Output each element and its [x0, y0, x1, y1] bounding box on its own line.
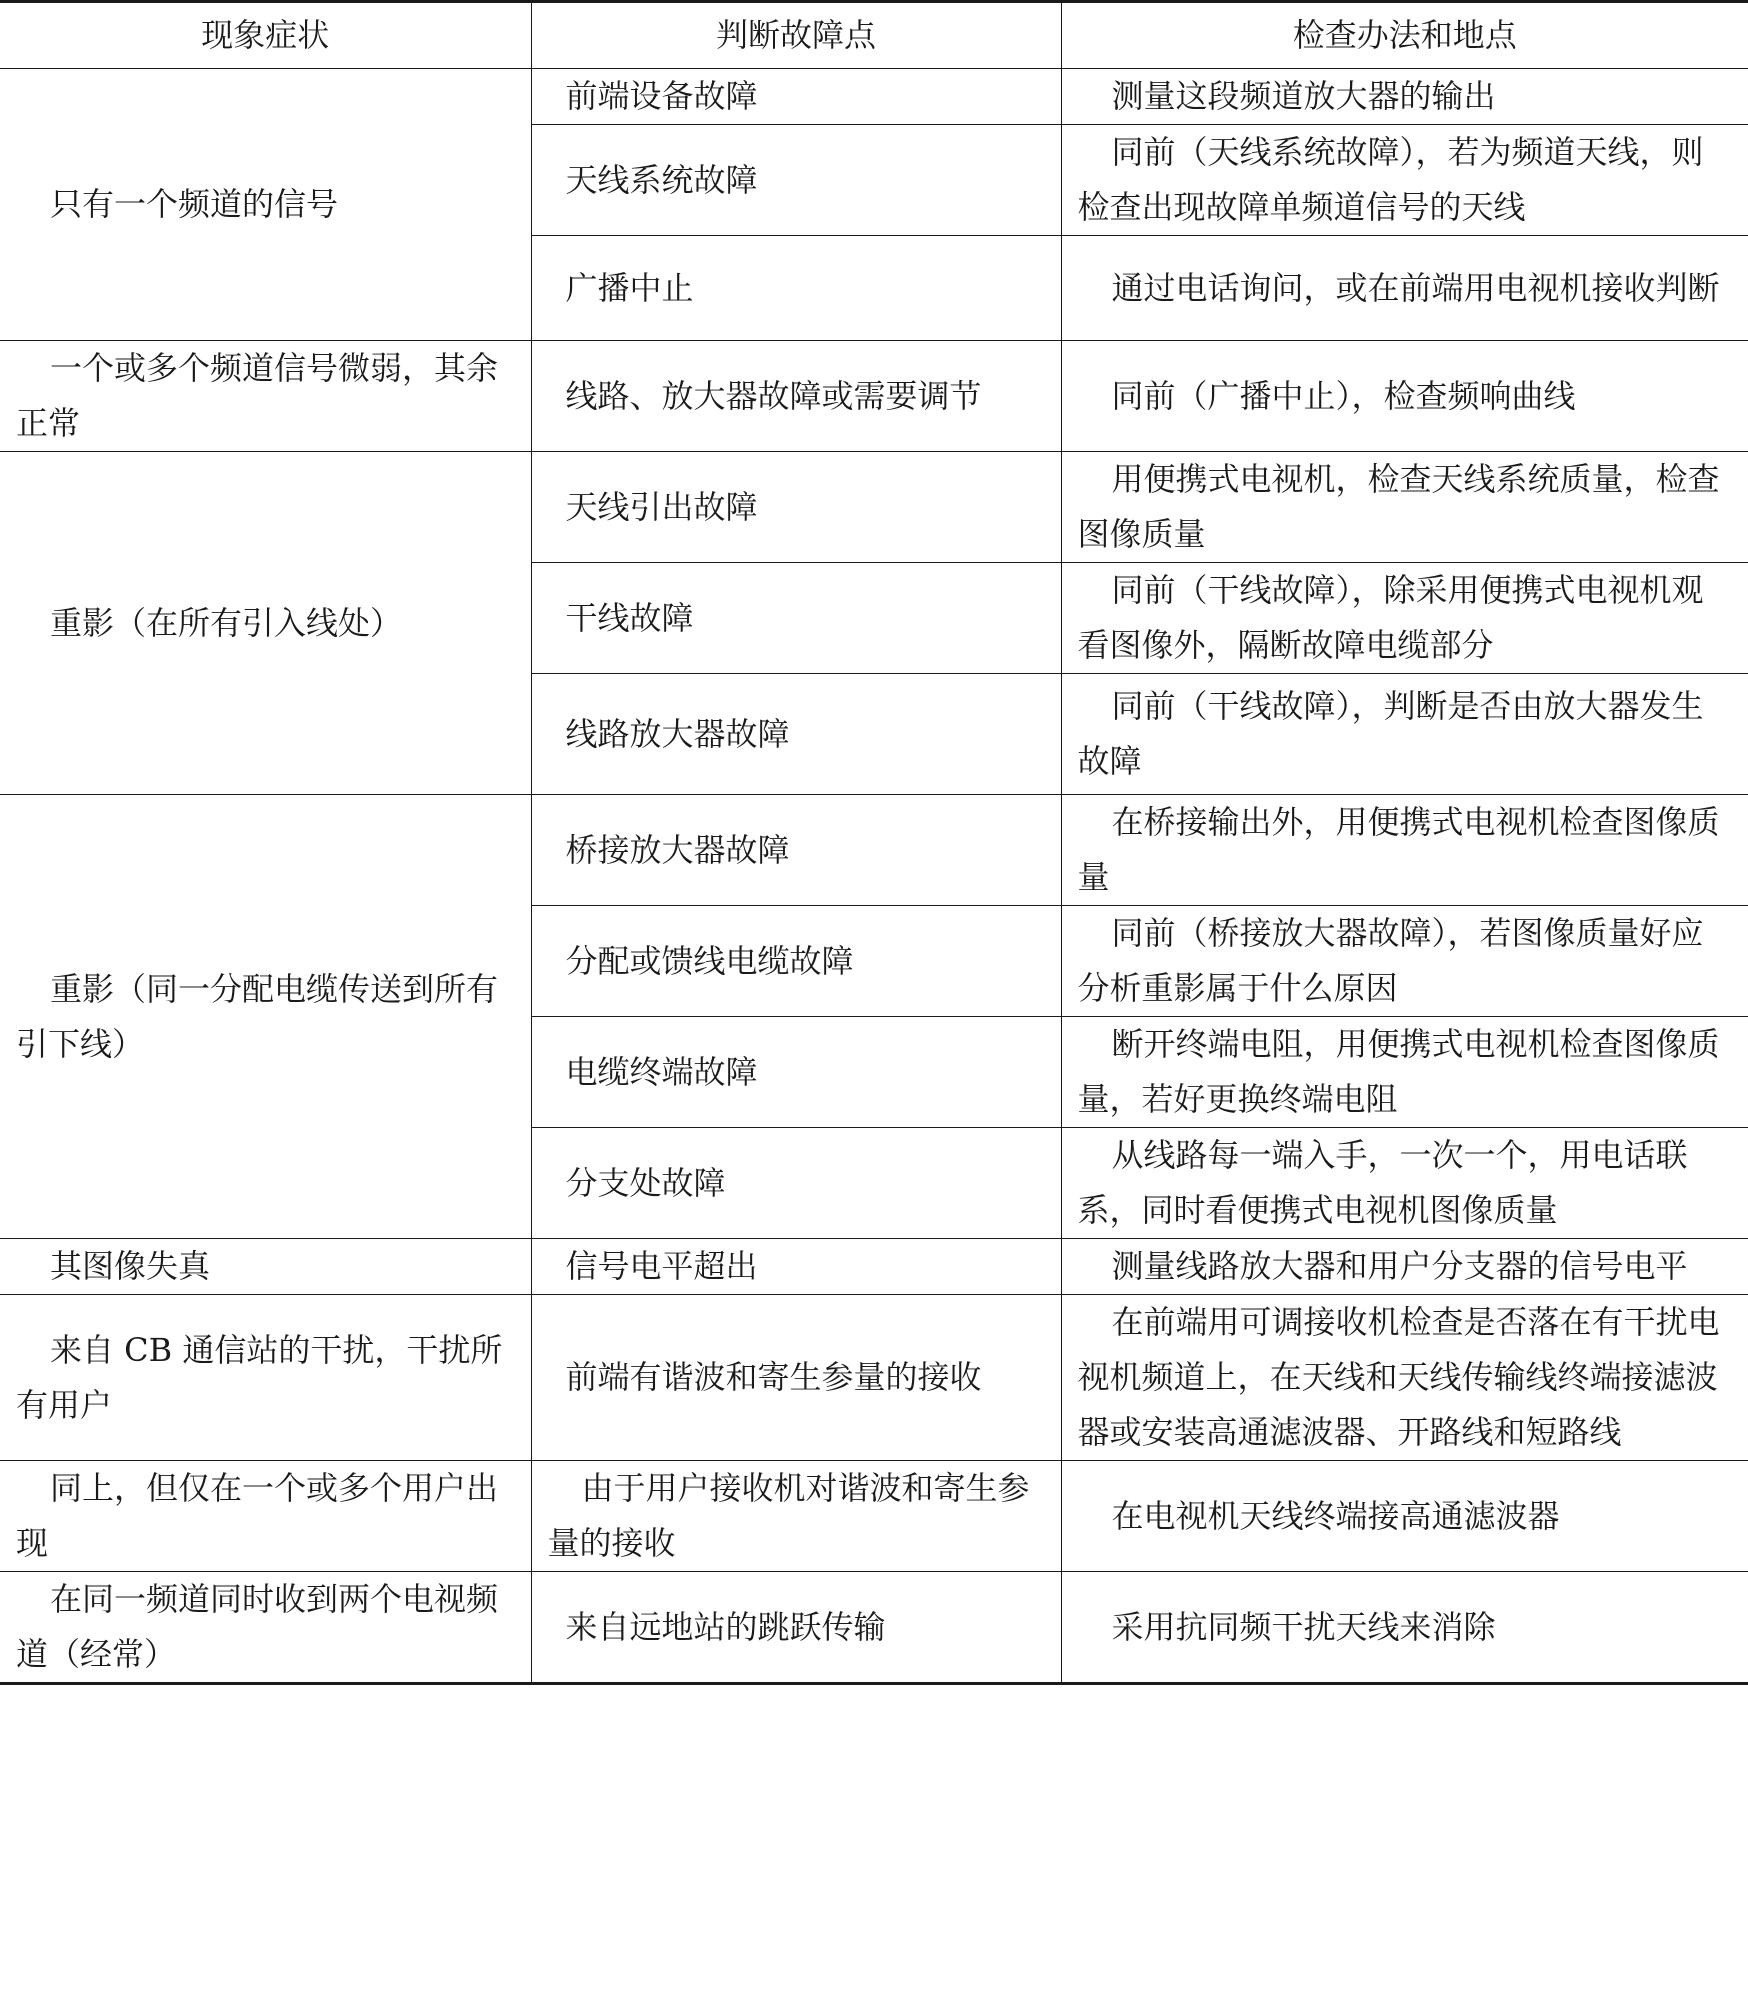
check-method-cell: 同前（桥接放大器故障），若图像质量好应分析重影属于什么原因 — [1061, 906, 1748, 1017]
fault-point-cell: 信号电平超出 — [531, 1239, 1061, 1295]
symptom-cell: 同上，但仅在一个或多个用户出现 — [0, 1461, 531, 1572]
fault-point-cell: 广播中止 — [531, 236, 1061, 341]
check-method-cell: 用便携式电视机，检查天线系统质量，检查图像质量 — [1061, 452, 1748, 563]
symptom-cell: 重影（在所有引入线处） — [0, 452, 531, 795]
fault-point-cell: 天线引出故障 — [531, 452, 1061, 563]
check-method-cell: 测量这段频道放大器的输出 — [1061, 69, 1748, 125]
table-row — [0, 452, 1748, 563]
symptom-cell: 一个或多个频道信号微弱，其余正常 — [0, 341, 531, 452]
fault-point-cell: 线路放大器故障 — [531, 674, 1061, 795]
check-method-cell: 测量线路放大器和用户分支器的信号电平 — [1061, 1239, 1748, 1295]
check-method-cell: 在桥接输出外，用便携式电视机检查图像质量 — [1061, 795, 1748, 906]
table-row — [0, 795, 1748, 906]
header-check-method: 检查办法和地点 — [1061, 2, 1748, 69]
symptom-cell: 重影（同一分配电缆传送到所有引下线） — [0, 795, 531, 1239]
fault-point-cell: 天线系统故障 — [531, 125, 1061, 236]
check-method-cell: 同前（广播中止），检查频响曲线 — [1061, 341, 1748, 452]
fault-point-cell: 前端有谐波和寄生参量的接收 — [531, 1295, 1061, 1461]
fault-point-cell: 分配或馈线电缆故障 — [531, 906, 1061, 1017]
symptom-cell: 其图像失真 — [0, 1239, 531, 1295]
check-method-cell: 在电视机天线终端接高通滤波器 — [1061, 1461, 1748, 1572]
fault-point-cell: 干线故障 — [531, 563, 1061, 674]
table-row — [0, 1572, 1748, 1684]
fault-point-cell: 分支处故障 — [531, 1128, 1061, 1239]
check-method-cell: 同前（天线系统故障），若为频道天线，则检查出现故障单频道信号的天线 — [1061, 125, 1748, 236]
table-row — [0, 69, 1748, 125]
check-method-cell: 在前端用可调接收机检查是否落在有干扰电视机频道上，在天线和天线传输线终端接滤波器或安装高通滤波器、开路线和短路线 — [1061, 1295, 1748, 1461]
check-method-cell: 通过电话询问，或在前端用电视机接收判断 — [1061, 236, 1748, 341]
symptom-cell: 在同一频道同时收到两个电视频道（经常） — [0, 1572, 531, 1684]
fault-point-cell: 电缆终端故障 — [531, 1017, 1061, 1128]
symptom-cell: 来自 CB 通信站的干扰，干扰所有用户 — [0, 1295, 531, 1461]
table-row — [0, 1239, 1748, 1295]
fault-point-cell: 桥接放大器故障 — [531, 795, 1061, 906]
check-method-cell: 从线路每一端入手，一次一个，用电话联系，同时看便携式电视机图像质量 — [1061, 1128, 1748, 1239]
table-body — [0, 69, 1748, 1684]
fault-point-cell: 由于用户接收机对谐波和寄生参量的接收 — [531, 1461, 1061, 1572]
table-row — [0, 1461, 1748, 1572]
table-row — [0, 341, 1748, 452]
fault-point-cell: 来自远地站的跳跃传输 — [531, 1572, 1061, 1684]
header-row — [0, 2, 1748, 69]
fault-point-cell: 前端设备故障 — [531, 69, 1061, 125]
header-fault-point: 判断故障点 — [531, 2, 1061, 69]
fault-point-cell: 线路、放大器故障或需要调节 — [531, 341, 1061, 452]
check-method-cell: 采用抗同频干扰天线来消除 — [1061, 1572, 1748, 1684]
table-row — [0, 1295, 1748, 1461]
check-method-cell: 同前（干线故障），除采用便携式电视机观看图像外，隔断故障电缆部分 — [1061, 563, 1748, 674]
check-method-cell: 同前（干线故障），判断是否由放大器发生故障 — [1061, 674, 1748, 795]
symptom-cell: 只有一个频道的信号 — [0, 69, 531, 341]
check-method-cell: 断开终端电阻，用便携式电视机检查图像质量，若好更换终端电阻 — [1061, 1017, 1748, 1128]
header-symptom: 现象症状 — [0, 2, 531, 69]
